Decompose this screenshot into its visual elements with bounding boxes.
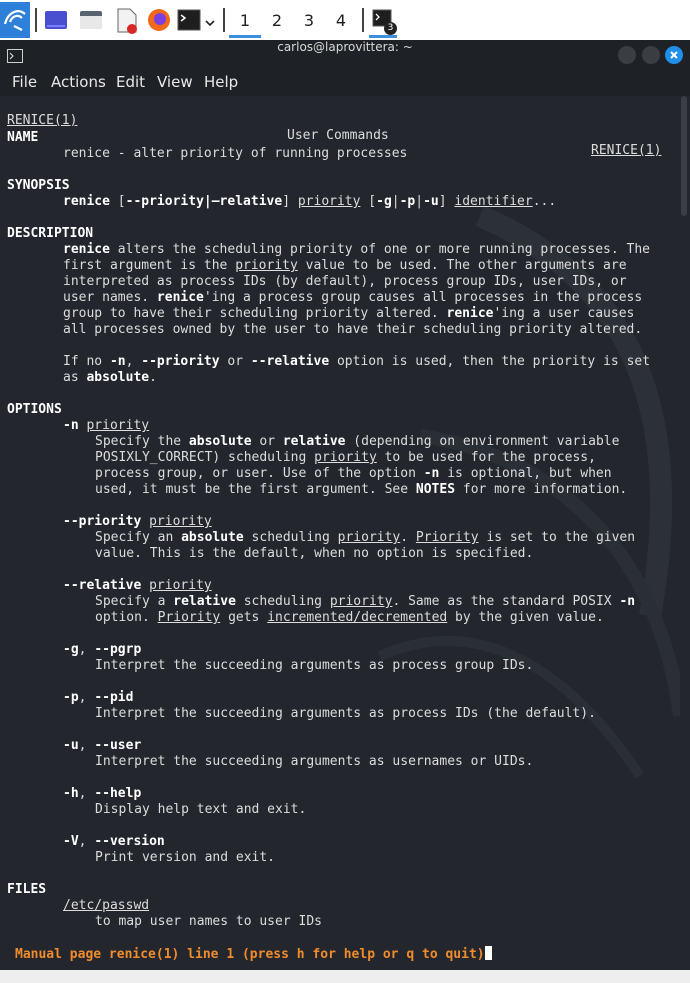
option-description: Display help text and exit. xyxy=(95,802,307,817)
firefox-icon[interactable] xyxy=(147,8,171,32)
section-files-heading: FILES xyxy=(7,882,47,897)
terminal-content[interactable] xyxy=(0,96,680,970)
terminal-window xyxy=(0,40,690,970)
desktop-icon[interactable] xyxy=(44,9,68,31)
workspace-1[interactable] xyxy=(229,8,261,34)
pager-status-line: Manual page renice(1) line 1 (press h for help or q to quit) xyxy=(15,946,492,962)
menu-view[interactable]: View xyxy=(157,73,193,91)
option-relative: --relative priority xyxy=(63,578,212,593)
description-line: user names. renice'ing a process group causes all processes in the process xyxy=(63,290,643,305)
workspace-4[interactable] xyxy=(325,8,357,34)
workspace-2[interactable] xyxy=(261,8,293,34)
description-line: first argument is the priority value to be used. The other arguments are xyxy=(63,258,627,273)
section-options-heading: OPTIONS xyxy=(7,402,62,417)
option-description: POSIXLY_CORRECT) scheduling priority to be used for the process, xyxy=(95,450,596,465)
terminal-icon[interactable] xyxy=(177,9,201,31)
workspace-label: 4 xyxy=(335,11,347,30)
menu-actions[interactable]: Actions xyxy=(51,73,106,91)
scrollbar-track[interactable] xyxy=(680,96,688,970)
text-cursor xyxy=(485,946,492,960)
option-description: Interpret the succeeding arguments as process group IDs. xyxy=(95,658,534,673)
header-left: RENICE(1) xyxy=(7,113,78,128)
menu-bar xyxy=(0,70,690,96)
close-button[interactable] xyxy=(665,46,683,64)
desktop-bottom-edge xyxy=(0,970,690,983)
workspace-label: 3 xyxy=(303,11,315,30)
menu-help[interactable]: Help xyxy=(204,73,239,91)
description-line: as absolute. xyxy=(63,370,157,385)
kali-menu-icon[interactable] xyxy=(0,2,30,38)
option-priority: --priority priority xyxy=(63,514,212,529)
minimize-button[interactable] xyxy=(618,46,636,64)
header-center: User Commands xyxy=(287,128,389,143)
files-path: /etc/passwd xyxy=(63,898,150,913)
workspace-3[interactable] xyxy=(293,8,325,34)
option-description: Specify the absolute or relative (depending on environment variable xyxy=(95,434,620,449)
option-n: -n priority xyxy=(63,418,150,433)
option-pid: -p, --pid xyxy=(63,690,134,705)
synopsis-line: renice [--priority|—relative] priority [-g|-p|-u] identifier... xyxy=(63,194,557,209)
files-description: to map user names to user IDs xyxy=(95,914,322,929)
workspace-label: 2 xyxy=(271,11,283,30)
chevron-down-icon[interactable] xyxy=(204,14,216,26)
section-description-heading: DESCRIPTION xyxy=(7,226,94,241)
task-active-indicator xyxy=(369,35,397,38)
active-workspace-indicator xyxy=(229,35,261,38)
option-description: value. This is the default, when no option is specified. xyxy=(95,546,534,561)
option-description: Print version and exit. xyxy=(95,850,276,865)
section-synopsis-heading: SYNOPSIS xyxy=(7,178,70,193)
name-text: renice - alter priority of running processes xyxy=(63,146,408,161)
option-description: option. Priority gets incremented/decremented by the given value. xyxy=(95,610,604,625)
file-manager-icon[interactable] xyxy=(79,9,103,31)
taskbar xyxy=(0,0,690,40)
terminal-task-button[interactable] xyxy=(367,4,399,38)
description-line: interpreted as process IDs (by default), process group IDs, user IDs, or xyxy=(63,274,627,289)
option-version: -V, --version xyxy=(63,834,165,849)
window-title: carlos@laprovittera: ~ xyxy=(277,40,413,54)
menu-edit[interactable]: Edit xyxy=(116,73,146,91)
maximize-button[interactable] xyxy=(642,46,660,64)
description-line: all processes owned by the user to have their scheduling priority altered. xyxy=(63,322,643,337)
text-editor-icon[interactable] xyxy=(115,8,139,34)
option-description: Interpret the succeeding arguments as process IDs (the default). xyxy=(95,706,596,721)
option-description: process group, or user. Use of the option -n is optional, but when xyxy=(95,466,612,481)
option-pgrp: -g, --pgrp xyxy=(63,642,142,657)
header-right: RENICE(1) xyxy=(591,143,662,158)
description-line: renice alters the scheduling priority of one or more running processes. The xyxy=(63,242,651,257)
section-name-heading: NAME xyxy=(7,130,39,145)
separator xyxy=(35,8,37,32)
workspace-label: 1 xyxy=(239,11,251,30)
terminal-badge: 3 xyxy=(384,22,397,35)
description-line: group to have their scheduling priority altered. renice'ing a user causes xyxy=(63,306,635,321)
separator xyxy=(223,8,225,32)
menu-file[interactable]: File xyxy=(12,73,38,91)
description-line: If no -n, --priority or --relative option is used, then the priority is set xyxy=(63,354,651,369)
separator xyxy=(362,8,364,32)
option-description: used, it must be the first argument. See NOTES for more information. xyxy=(95,482,628,497)
option-description: Interpret the succeeding arguments as usernames or UIDs. xyxy=(95,754,534,769)
close-icon xyxy=(665,46,683,64)
option-description: Specify a relative scheduling priority. Same as the standard POSIX -n xyxy=(95,594,636,609)
title-bar[interactable] xyxy=(0,40,690,70)
option-description: Specify an absolute scheduling priority. Priority is set to the given xyxy=(95,530,636,545)
scrollbar-thumb[interactable] xyxy=(681,96,687,216)
option-user: -u, --user xyxy=(63,738,142,753)
option-help: -h, --help xyxy=(63,786,142,801)
